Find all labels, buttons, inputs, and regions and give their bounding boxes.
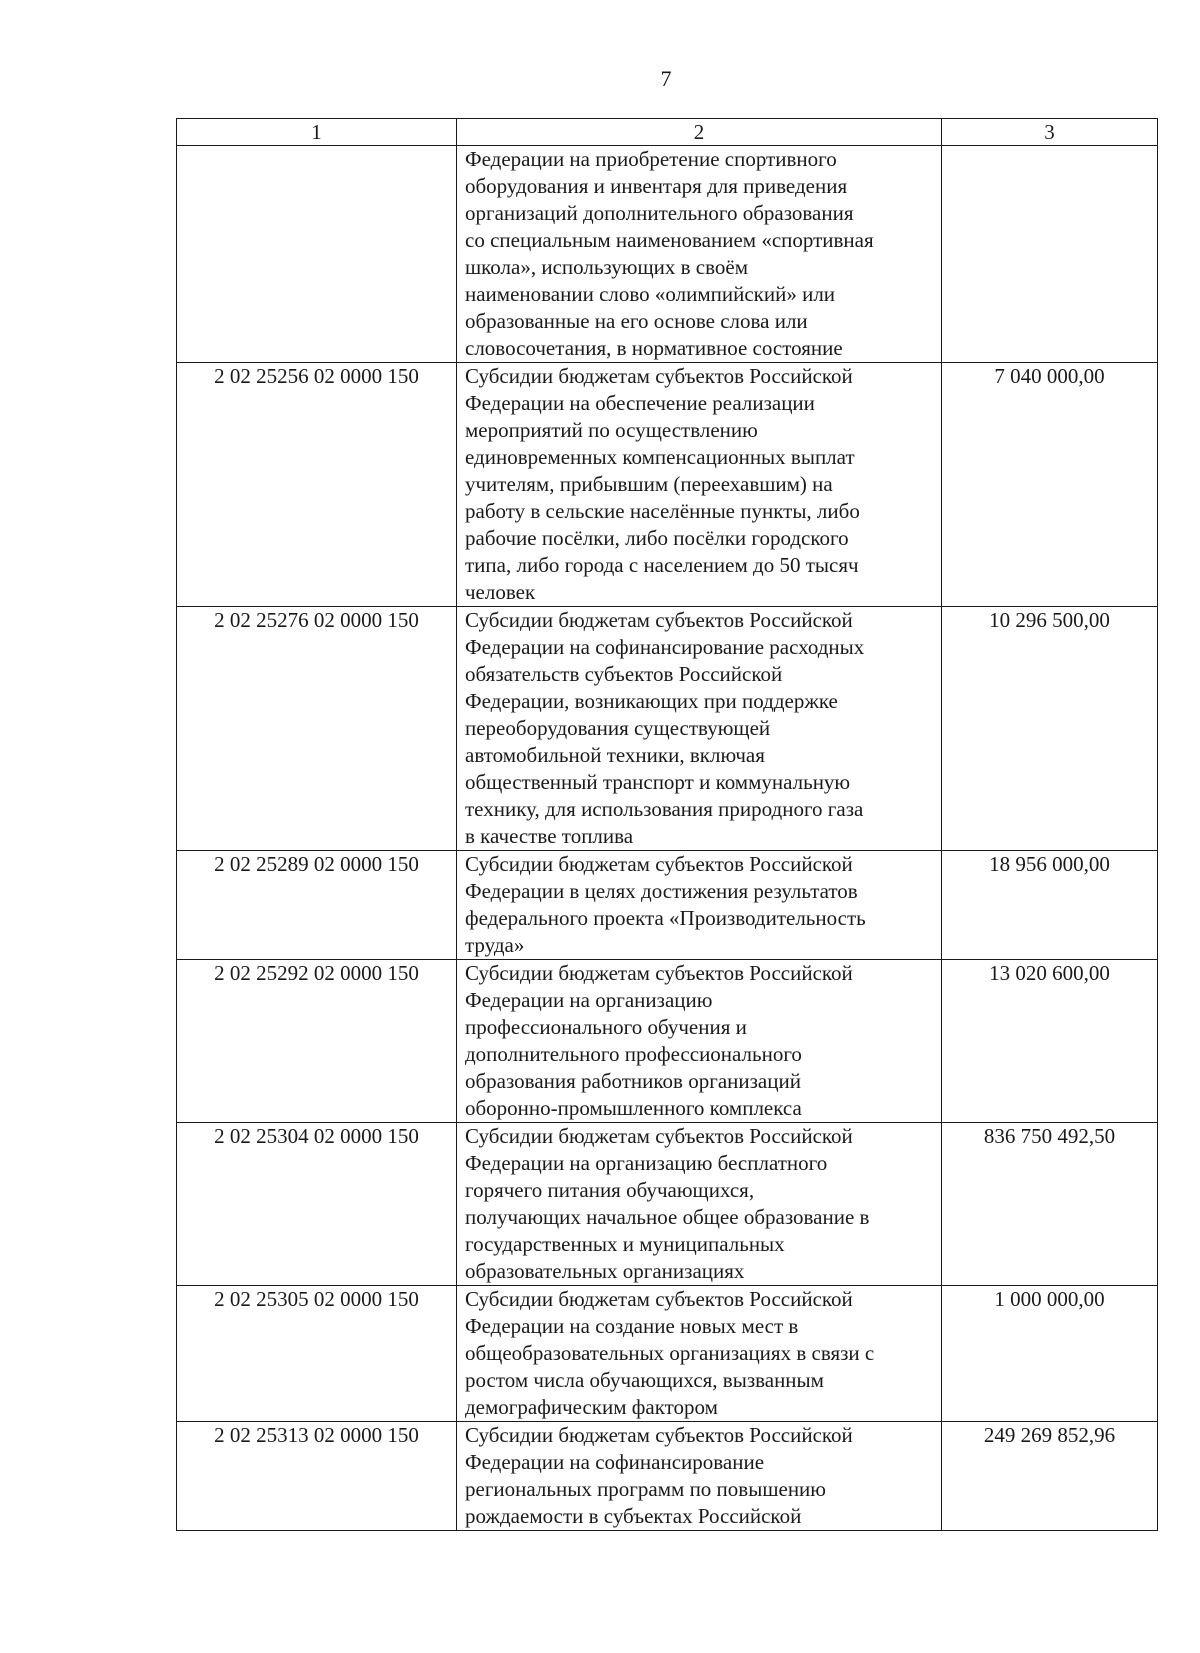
description-line: работу в сельские населённые пункты, либо	[465, 499, 860, 523]
description-line: общеобразовательных организациях в связи с	[465, 1341, 875, 1365]
description-line: Федерации на софинансирование	[465, 1450, 765, 1474]
description-cell	[457, 1422, 942, 1531]
amount-cell: 10 296 500,00	[942, 607, 1158, 851]
description-line: федерального проекта «Производительность	[465, 906, 866, 930]
amount-cell: 13 020 600,00	[942, 960, 1158, 1123]
income-code-cell: 2 02 25256 02 0000 150	[177, 363, 457, 607]
description-line: наименовании слово «олимпийский» или	[465, 282, 836, 306]
column-header-description: 2	[457, 119, 942, 146]
description-line: образовательных организациях	[465, 1259, 745, 1283]
description-line: региональных программ по повышению	[465, 1477, 826, 1501]
description-line: государственных и муниципальных	[465, 1232, 785, 1256]
description-line: рабочие посёлки, либо посёлки городского	[465, 526, 849, 550]
description-line: образованные на его основе слова или	[465, 309, 808, 333]
description-line: Субсидии бюджетам субъектов Российской	[465, 608, 853, 632]
description-line: профессионального обучения и	[465, 1015, 747, 1039]
description-line: рождаемости в субъектах Российской	[465, 1504, 802, 1528]
page-number: 7	[660, 66, 672, 91]
amount-cell	[942, 146, 1158, 363]
budget-table	[176, 118, 1158, 1531]
description-line: получающих начальное общее образование в	[465, 1205, 870, 1229]
income-code-cell: 2 02 25304 02 0000 150	[177, 1123, 457, 1286]
amount-cell: 249 269 852,96	[942, 1422, 1158, 1531]
description-cell	[457, 146, 942, 363]
amount-cell: 1 000 000,00	[942, 1286, 1158, 1422]
description-line: оборудования и инвентаря для приведения	[465, 174, 848, 198]
description-line: оборонно-промышленного комплекса	[465, 1096, 802, 1120]
table-row	[177, 1123, 1158, 1286]
description-line: ростом числа обучающихся, вызванным	[465, 1368, 824, 1392]
table-row	[177, 851, 1158, 960]
description-line: Субсидии бюджетам субъектов Российской	[465, 1124, 853, 1148]
description-line: автомобильной техники, включая	[465, 743, 765, 767]
description-line: Субсидии бюджетам субъектов Российской	[465, 1287, 853, 1311]
description-line: Субсидии бюджетам субъектов Российской	[465, 961, 853, 985]
income-code-cell: 2 02 25276 02 0000 150	[177, 607, 457, 851]
description-line: школа», использующих в своём	[465, 255, 748, 279]
description-line: технику, для использования природного газа	[465, 797, 864, 821]
amount-cell: 836 750 492,50	[942, 1123, 1158, 1286]
description-line: Федерации в целях достижения результатов	[465, 879, 858, 903]
description-line: со специальным наименованием «спортивная	[465, 228, 874, 252]
description-line: обязательств субъектов Российской	[465, 662, 783, 686]
description-line: Федерации, возникающих при поддержке	[465, 689, 838, 713]
amount-cell: 7 040 000,00	[942, 363, 1158, 607]
description-line: единовременных компенсационных выплат	[465, 445, 855, 469]
description-cell	[457, 1123, 942, 1286]
table-row	[177, 363, 1158, 607]
description-line: организаций дополнительного образования	[465, 201, 854, 225]
table-header-row	[177, 119, 1158, 146]
table-row	[177, 607, 1158, 851]
income-code-cell: 2 02 25289 02 0000 150	[177, 851, 457, 960]
description-line: горячего питания обучающихся,	[465, 1178, 755, 1202]
description-line: учителям, прибывшим (переехавшим) на	[465, 472, 833, 496]
description-line: Федерации на организацию бесплатного	[465, 1151, 828, 1175]
description-line: Субсидии бюджетам субъектов Российской	[465, 364, 853, 388]
description-line: человек	[465, 580, 536, 604]
description-line: труда»	[465, 933, 525, 957]
table-row	[177, 1286, 1158, 1422]
description-cell	[457, 363, 942, 607]
table-body	[177, 146, 1158, 1531]
description-cell	[457, 851, 942, 960]
table-row	[177, 960, 1158, 1123]
income-code-cell: 2 02 25292 02 0000 150	[177, 960, 457, 1123]
description-line: Федерации на софинансирование расходных	[465, 635, 865, 659]
description-line: дополнительного профессионального	[465, 1042, 802, 1066]
income-code-cell: 2 02 25305 02 0000 150	[177, 1286, 457, 1422]
description-line: переоборудования существующей	[465, 716, 771, 740]
description-line: демографическим фактором	[465, 1395, 718, 1419]
description-line: мероприятий по осуществлению	[465, 418, 758, 442]
description-cell	[457, 1286, 942, 1422]
description-line: в качестве топлива	[465, 824, 634, 848]
description-line: Субсидии бюджетам субъектов Российской	[465, 852, 853, 876]
description-line: общественный транспорт и коммунальную	[465, 770, 851, 794]
description-cell	[457, 960, 942, 1123]
income-code-cell: 2 02 25313 02 0000 150	[177, 1422, 457, 1531]
description-cell	[457, 607, 942, 851]
description-line: Федерации на организацию	[465, 988, 713, 1012]
description-line: Федерации на обеспечение реализации	[465, 391, 815, 415]
description-line: словосочетания, в нормативное состояние	[465, 336, 843, 360]
description-line: образования работников организаций	[465, 1069, 801, 1093]
column-header-code: 1	[177, 119, 457, 146]
income-code-cell	[177, 146, 457, 363]
description-line: типа, либо города с населением до 50 тысяч	[465, 553, 859, 577]
description-line: Федерации на приобретение спортивного	[465, 147, 837, 171]
table-row	[177, 1422, 1158, 1531]
table-row	[177, 146, 1158, 363]
amount-cell: 18 956 000,00	[942, 851, 1158, 960]
description-line: Федерации на создание новых мест в	[465, 1314, 799, 1338]
description-line: Субсидии бюджетам субъектов Российской	[465, 1423, 853, 1447]
column-header-amount: 3	[942, 119, 1158, 146]
